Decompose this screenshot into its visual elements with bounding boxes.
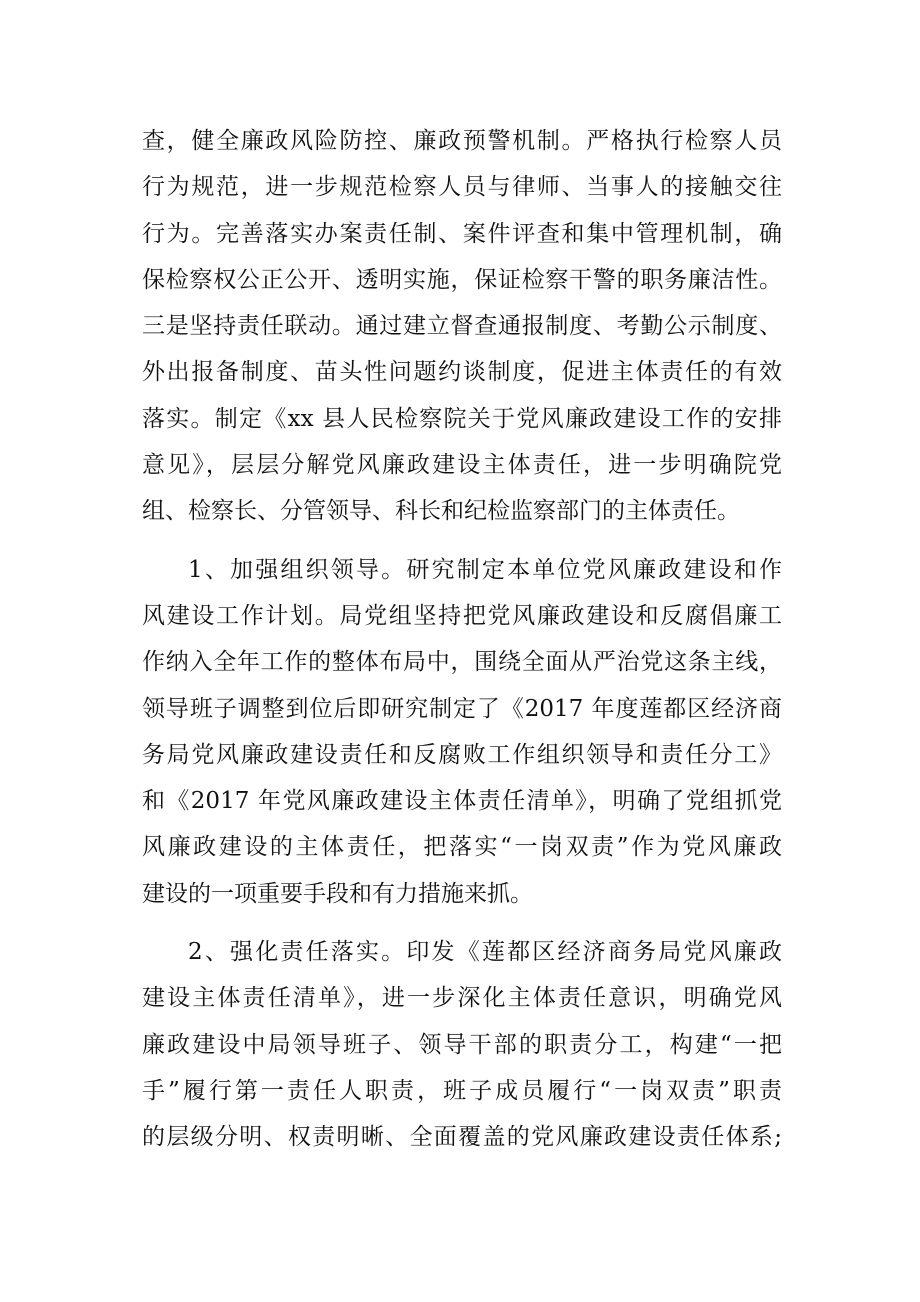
text-line: 2、强化责任落实。印发《莲都区经济商务局党风廉政: [188, 939, 782, 966]
text-line: 外出报备制度、苗头性问题约谈制度，促进主体责任的有效: [142, 359, 782, 386]
text-line: 保检察权公正公开、透明实施，保证检察干警的职务廉洁性。: [142, 266, 782, 293]
paragraph-1: [142, 118, 782, 535]
text-line: 组、检察长、分管领导、科长和纪检监察部门的主体责任。: [142, 498, 740, 525]
paragraph-3: [142, 929, 782, 1160]
text-line: 查，健全廉政风险防控、廉政预警机制。严格执行检察人员: [142, 128, 782, 154]
document-body: [142, 118, 782, 1161]
text-line: 风廉政建设的主体责任，把落实“一岗双责”作为党风廉政: [142, 834, 782, 861]
text-line: 作纳入全年工作的整体布局中，围绕全面从严治党这条主线，: [142, 649, 782, 676]
text-line: 廉政建设中局领导班子、领导干部的职责分工，构建“一把: [142, 1031, 782, 1058]
text-line: 建设主体责任清单》，进一步深化主体责任意识，明确党风: [142, 985, 782, 1012]
paragraph-2: [142, 547, 782, 917]
text-line: 行为。完善落实办案责任制、案件评查和集中管理机制，确: [142, 220, 782, 247]
text-line: 风建设工作计划。局党组坚持把党风廉政建设和反腐倡廉工: [142, 602, 782, 629]
text-line: 落实。制定《xx 县人民检察院关于党风廉政建设工作的安排: [142, 405, 782, 432]
text-line: 意见》，层层分解党风廉政建设主体责任，进一步明确院党: [142, 452, 782, 479]
text-line: 行为规范，进一步规范检察人员与律师、当事人的接触交往: [142, 174, 782, 201]
text-line: 和《2017 年党风廉政建设主体责任清单》，明确了党组抓党: [142, 788, 782, 815]
text-line: 务局党风廉政建设责任和反腐败工作组织领导和责任分工》: [142, 741, 782, 768]
text-line: 领导班子调整到位后即研究制定了《2017 年度莲都区经济商: [142, 695, 782, 722]
text-line: 的层级分明、权责明晰、全面覆盖的党风廉政建设责任体系;: [142, 1124, 782, 1151]
text-line: 三是坚持责任联动。通过建立督查通报制度、考勤公示制度、: [142, 313, 782, 340]
text-line: 建设的一项重要手段和有力措施来抓。: [142, 880, 533, 907]
text-line: 手”履行第一责任人职责，班子成员履行“一岗双责”职责: [142, 1077, 782, 1104]
text-line: 1、加强组织领导。研究制定本单位党风廉政建设和作: [188, 556, 782, 583]
